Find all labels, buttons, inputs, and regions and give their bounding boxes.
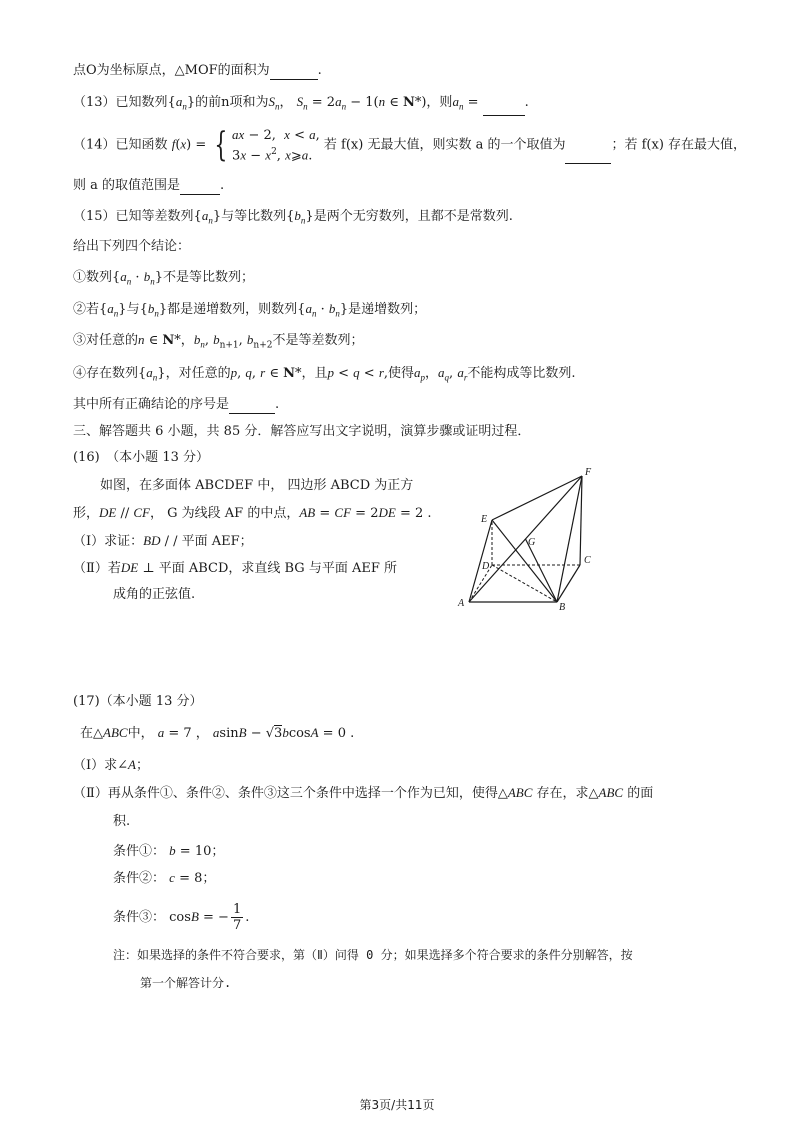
- q14-tail: 则 a 的取值范围是 .: [73, 178, 225, 193]
- edge-CF: [580, 476, 582, 565]
- edge-EF: [492, 476, 582, 520]
- q16-line-1: 如图，在多面体 ABCDEF 中， 四边形 ABCD 为正方: [100, 478, 414, 493]
- condition-2: 条件②： c = 8；: [113, 870, 216, 886]
- q15-conclusion-1: ①数列$\{a_n \cdot b_n\}$不是等比数列；: [73, 269, 254, 287]
- q15-conclusion-3: ③对任意的n ∈ N*，$b_n$, $b_{n+1}$, $b_{n+2}$不是等差数列；: [73, 332, 364, 351]
- label-A: A: [458, 598, 465, 609]
- polyhedron-figure: [455, 462, 605, 617]
- condition-1: 条件①： b = 10；: [113, 843, 225, 859]
- label-B: B: [559, 602, 566, 613]
- q17-part-2: （Ⅱ）再从条件①、条件②、条件③这三个条件中选择一个作为已知，使得△ABC 存在，求△ABC 的面: [73, 785, 654, 801]
- edge-BF: [557, 476, 582, 602]
- section-3-heading: 三、解答题共 6 小题，共 85 分．解答应写出文字说明，演算步骤或证明过程．: [73, 424, 531, 439]
- label-F: F: [585, 467, 592, 478]
- q17-part-1: （Ⅰ）求∠A；: [73, 757, 149, 773]
- q16-part-2-cont: 成角的正弦值.: [113, 587, 196, 602]
- q15-intro: 给出下列四个结论：: [73, 239, 191, 254]
- condition-3: 条件③： cosB = − $\frac{1}{7}$ .: [113, 902, 250, 933]
- note-line-2: 第一个解答计分.: [140, 976, 232, 990]
- note-line-1: 注：如果选择的条件不符合要求，第（Ⅱ）问得 0 分；如果选择多个符合要求的条件分别解答，按: [113, 948, 633, 962]
- q12-tail: 点O为坐标原点，△MOF的面积为 .: [73, 63, 322, 78]
- edge-EB: [492, 520, 557, 602]
- q15: （15）已知等差数列$\{a_n\}$与等比数列$\{b_n\}$是两个无穷数列，且都不是常数列.: [73, 208, 513, 226]
- q16-line-2: 形，DE // CF， G 为线段 AF 的中点，AB = CF = 2DE = 2 .: [73, 505, 432, 521]
- q13: （13）已知数列$\{a_n\}$的前n项和为$S_n$， $S_n = 2a_n - 1(n$ ∈ N*)，则$a_n$ = .: [73, 93, 529, 116]
- q15-conclusion-2: ②若$\{a_n\}$与$\{b_n\}$都是递增数列，则数列$\{a_n \cdot b_n\}$是递增数列；: [73, 301, 427, 319]
- q15-conclusion-4: ④存在数列$\{a_n\}$，对任意的p, q, r ∈ N*，且p < q < r,使得$a_p$，$a_q$, $a_r$不能构成等比数列.: [73, 365, 576, 383]
- q17-line-1: 在△ABC中， a = 7 ， asinB − √3bcosA = 0 .: [80, 725, 355, 741]
- label-C: C: [584, 555, 591, 566]
- q15-question: 其中所有正确结论的序号是 .: [73, 397, 280, 412]
- label-D: D: [482, 561, 490, 572]
- label-E: E: [481, 514, 488, 525]
- label-G: G: [528, 537, 536, 548]
- q16-part-2: （Ⅱ）若DE ⊥ 平面 ABCD，求直线 BG 与平面 AEF 所: [73, 560, 397, 576]
- page-footer: 第3页/共11页: [359, 1098, 435, 1112]
- q17-part-2-cont: 积.: [113, 814, 131, 829]
- q14: （14）已知函数 f(x) = { ax − 2, x < a, $3x - x^2$, x⩾a. 若 f(x) 无最大值，则实数 a 的一个取值为 ；若 f(x) 存在最大值，: [73, 125, 747, 166]
- q17-heading: (17)（本小题 13 分）: [73, 694, 203, 709]
- q16-part-1: （Ⅰ）求证：BD / / 平面 AEF；: [73, 533, 253, 549]
- q16-heading: (16) （本小题 13 分）: [73, 450, 209, 465]
